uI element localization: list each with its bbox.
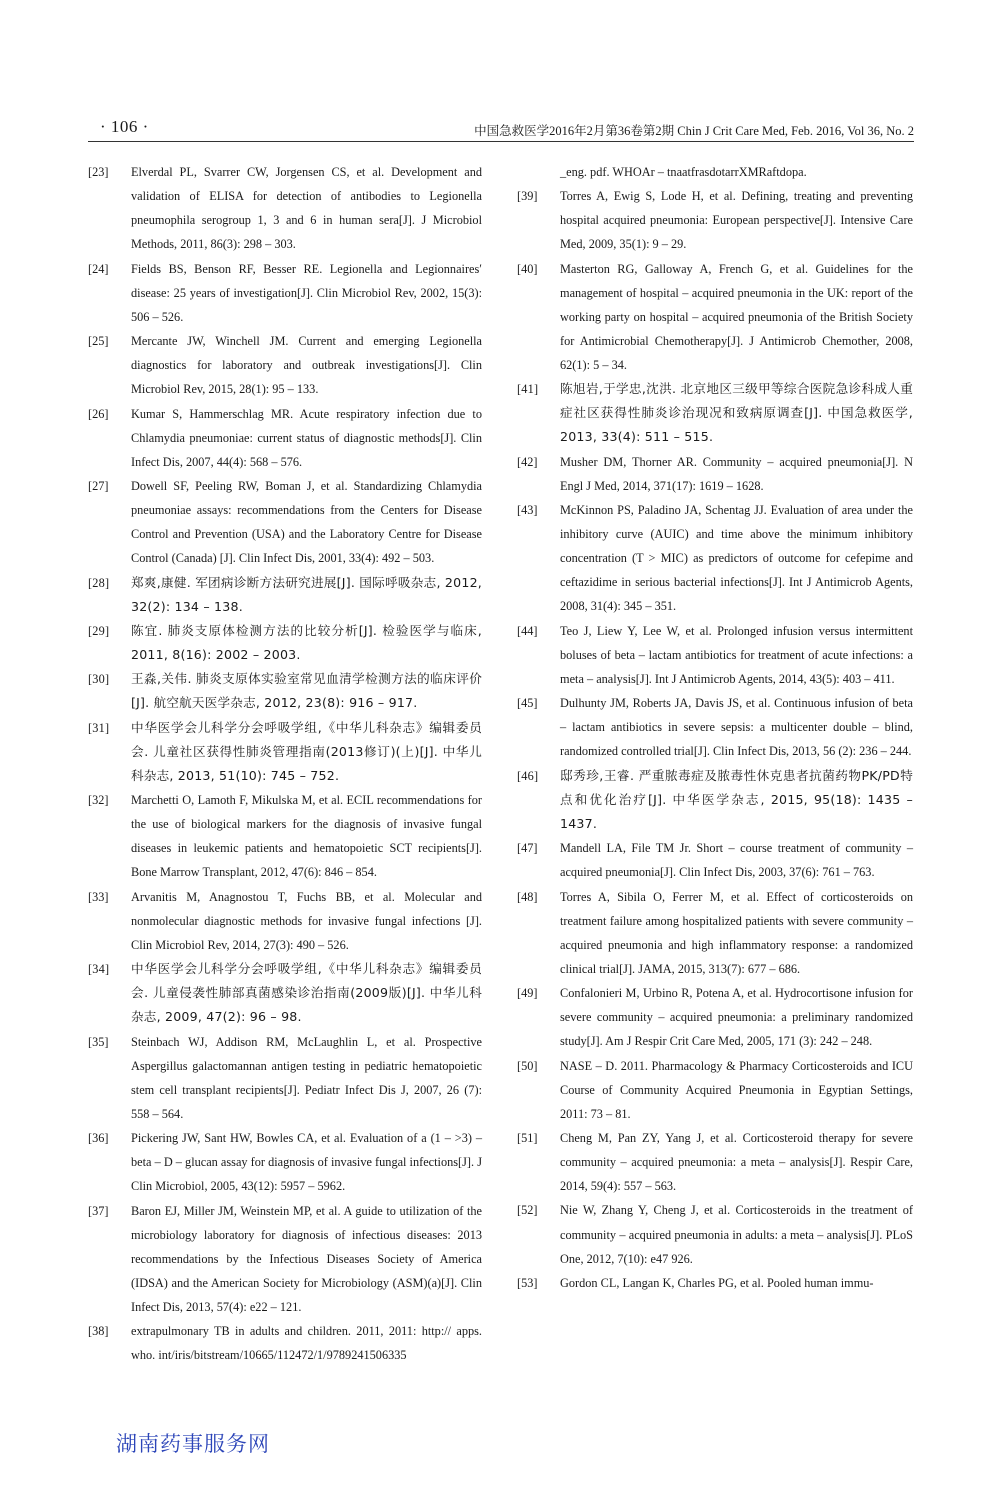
reference-entry: [517, 257, 913, 377]
reference-number: [48]: [517, 889, 538, 904]
reference-number: [25]: [88, 334, 109, 349]
reference-number: [44]: [517, 623, 538, 638]
reference-text: Marchetti O, Lamoth F, Mikulska M, et al. ECIL recommendations for the use of biological markers for the diagnosis of invasive fungal diseases in leukemic patients and hematopoietic SCT recipients[J]. Bone Marrow Transplant, 2012, 47(6): 846 – 854.: [131, 793, 482, 880]
reference-entry: [88, 257, 482, 329]
reference-entry: [88, 788, 482, 884]
reference-text: Fields BS, Benson RF, Besser RE. Legionella and Legionnaires′ disease: 25 years of investigation[J]. Clin Microbiol Rev, 2002, 15(3): 506 – 526.: [131, 261, 482, 324]
reference-entry: [88, 571, 482, 619]
reference-entry: [517, 377, 913, 449]
reference-text: 中华医学会儿科学分会呼吸学组,《中华儿科杂志》编辑委员会. 儿童社区获得性肺炎管理指南(2013修订)(上)[J]. 中华儿科杂志, 2013, 51(10): 745 – 752.: [131, 719, 482, 783]
reference-entry: [88, 1199, 482, 1319]
reference-entry: [517, 836, 913, 884]
reference-number: [29]: [88, 623, 110, 638]
reference-entry: [88, 957, 482, 1029]
reference-number: [53]: [517, 1275, 538, 1290]
reference-entry: [88, 1030, 482, 1126]
reference-text: Dulhunty JM, Roberts JA, Davis JS, et al. Continuous infusion of beta – lactam antibiotics in severe sepsis: a multicenter double – blind, randomized controlled trial[J]. Clin Infect Dis, 2013, 56 (2): 236 – 244.: [560, 696, 913, 759]
reference-number: [50]: [517, 1058, 538, 1073]
reference-number: [33]: [88, 889, 109, 904]
reference-number: [42]: [517, 454, 538, 469]
reference-text: Torres A, Ewig S, Lode H, et al. Defining, treating and preventing hospital acquired pneumonia: European perspective[J]. Intensive Care Med, 2009, 35(1): 9 – 29.: [560, 189, 913, 252]
reference-number: [40]: [517, 261, 538, 276]
reference-number: [45]: [517, 696, 538, 711]
left-column: [88, 160, 482, 1368]
reference-text: Pickering JW, Sant HW, Bowles CA, et al. Evaluation of a (1 – >3) – beta – D – glucan assay for diagnosis of invasive fungal infections[J]. J Clin Microbiol, 2005, 43(12): 5957 – 5962.: [131, 1131, 482, 1194]
reference-number: [51]: [517, 1131, 538, 1145]
reference-number: [34]: [88, 962, 110, 977]
reference-entry: [88, 402, 482, 474]
reference-number: [23]: [88, 165, 109, 179]
right-column: [517, 160, 913, 1295]
reference-text: 陈旭岩,于学忠,沈洪. 北京地区三级甲等综合医院急诊科成人重症社区获得性肺炎诊治现况和致病原调查[J]. 中国急救医学, 2013, 33(4): 511 – 515.: [560, 381, 913, 445]
reference-number: [32]: [88, 793, 109, 808]
reference-entry: [88, 667, 482, 715]
reference-entry: [88, 160, 482, 256]
reference-entry: [517, 184, 913, 256]
page-number: · 106 ·: [100, 117, 149, 136]
reference-text: Dowell SF, Peeling RW, Boman J, et al. Standardizing Chlamydia pneumoniae assays: recommendations from the Centers for Disease Control and Prevention (USA) and the Laboratory Centre for Disease Control (Canada) [J]. Clin Infect Dis, 2001, 33(4): 492 – 503.: [131, 478, 482, 566]
reference-text: 中华医学会儿科学分会呼吸学组,《中华儿科杂志》编辑委员会. 儿童侵袭性肺部真菌感染诊治指南(2009版)[J]. 中华儿科杂志, 2009, 47(2): 96 – 98.: [131, 961, 482, 1025]
reference-continuation: _eng. pdf. WHOAr – tnaatfrasdotarrXMRaftdopa.: [560, 165, 807, 179]
reference-entry: [517, 1126, 913, 1198]
reference-text: Mercante JW, Winchell JM. Current and emerging Legionella diagnostics for laboratory and outbreak investigations[J]. Clin Microbiol Rev, 2015, 28(1): 95 – 133.: [131, 334, 482, 397]
reference-number: [24]: [88, 261, 109, 276]
reference-number: [31]: [88, 720, 110, 735]
reference-entry: [517, 498, 913, 618]
reference-number: [28]: [88, 575, 110, 590]
reference-entry: [517, 1271, 913, 1295]
reference-number: [36]: [88, 1131, 109, 1146]
reference-text: 邸秀珍,王睿. 严重脓毒症及脓毒性休克患者抗菌药物PK/PD特点和优化治疗[J]. 中华医学杂志, 2015, 95(18): 1435 – 1437.: [560, 767, 913, 831]
reference-entry: [88, 619, 482, 667]
reference-text: Cheng M, Pan ZY, Yang J, et al. Corticosteroid therapy for severe community – acquired pneumonia: a meta – analysis[J]. Respir Care, 2014, 59(4): 557 – 563.: [560, 1131, 913, 1194]
reference-number: [30]: [88, 672, 110, 687]
reference-number: [41]: [517, 382, 539, 397]
reference-entry: [517, 1198, 913, 1270]
running-head: 中国急救医学2016年2月第36卷第2期 Chin J Crit Care Med, Feb. 2016, Vol 36, No. 2: [474, 124, 914, 138]
reference-number: [26]: [88, 406, 109, 421]
reference-entry: [88, 329, 482, 401]
reference-entry: [517, 691, 913, 763]
reference-text: Confalonieri M, Urbino R, Potena A, et al. Hydrocortisone infusion for severe community – acquired pneumonia: a preliminary randomized study[J]. Am J Respir Crit Care Med, 2005, 171 (3): 242 – 248.: [560, 986, 913, 1049]
reference-text: extrapulmonary TB in adults and children. 2011, 2011: http:// apps. who. int/iris/bitstream/10665/112472/1/9789241506335: [131, 1324, 482, 1363]
reference-number: [27]: [88, 478, 109, 493]
reference-text: 郑爽,康健. 军团病诊断方法研究进展[J]. 国际呼吸杂志, 2012, 32(2): 134 – 138.: [131, 574, 482, 614]
reference-entry: [517, 885, 913, 981]
reference-text: Masterton RG, Galloway A, French G, et al. Guidelines for the management of hospital – acquired pneumonia in the UK: report of the working party on hospital – acquired pneumonia of the British Society for Antimicrobial Chemotherapy[J]. J Antimicrob Chemother, 2008, 62(1): 5 – 34.: [560, 261, 913, 372]
reference-number: [49]: [517, 986, 538, 1001]
reference-text: Musher DM, Thorner AR. Community – acquired pneumonia[J]. N Engl J Med, 2014, 371(17): 1619 – 1628.: [560, 454, 913, 493]
reference-text: Kumar S, Hammerschlag MR. Acute respiratory infection due to Chlamydia pneumoniae: current status of diagnostic methods[J]. Clin Infect Dis, 2007, 44(4): 568 – 576.: [131, 406, 482, 469]
reference-entry: [88, 716, 482, 788]
reference-text: Gordon CL, Langan K, Charles PG, et al. Pooled human immu-: [560, 1275, 874, 1290]
reference-number: [47]: [517, 841, 538, 856]
reference-entry: [517, 619, 913, 691]
reference-text: Baron EJ, Miller JM, Weinstein MP, et al. A guide to utilization of the microbiology laboratory for diagnosis of infectious diseases: 2013 recommendations by the Infectious Diseases Society of America (IDSA) and the American Society for Microbiology (ASM)(a)[J]. Clin Infect Dis, 2013, 57(4): e22 – 121.: [131, 1203, 482, 1315]
reference-text: McKinnon PS, Paladino JA, Schentag JJ. Evaluation of area under the inhibitory curve (AUIC) and time above the minimum inhibitory concentration (T > MIC) as predictors of outcome for cefepime and ceftazidime in serious bacterial infections[J]. Int J Antimicrob Agents, 2008, 31(4): 345 – 351.: [560, 503, 913, 614]
reference-entry: [88, 1126, 482, 1198]
reference-entry: [88, 885, 482, 957]
reference-entry: [517, 1054, 913, 1126]
reference-text: Arvanitis M, Anagnostou T, Fuchs BB, et al. Molecular and nonmolecular diagnostic methods for invasive fungal infections [J]. Clin Microbiol Rev, 2014, 27(3): 490 – 526.: [131, 889, 482, 952]
reference-number: [43]: [517, 503, 538, 518]
reference-number: [35]: [88, 1034, 109, 1049]
reference-entry: [517, 981, 913, 1053]
reference-number: [46]: [517, 768, 539, 783]
reference-text: NASE – D. 2011. Pharmacology & Pharmacy Corticosteroids and ICU Course of Community Acquired Pneumonia in Egyptian Settings, 2011: 73 – 81.: [560, 1058, 913, 1121]
reference-text: 王淼,关伟. 肺炎支原体实验室常见血清学检测方法的临床评价[J]. 航空航天医学杂志, 2012, 23(8): 916 – 917.: [131, 671, 482, 711]
reference-text: Torres A, Sibila O, Ferrer M, et al. Effect of corticosteroids on treatment failure among hospitalized patients with severe community – acquired pneumonia and high inflammatory response: a randomized clinical trial[J]. JAMA, 2015, 313(7): 677 – 686.: [560, 889, 913, 976]
reference-text: Nie W, Zhang Y, Cheng J, et al. Corticosteroids in the treatment of community – acquired pneumonia in adults: a meta – analysis[J]. PLoS One, 2012, 7(10): e47 926.: [560, 1203, 913, 1266]
reference-text: 陈宜. 肺炎支原体检测方法的比较分析[J]. 检验医学与临床, 2011, 8(16): 2002 – 2003.: [131, 622, 482, 662]
reference-entry: [517, 764, 913, 836]
watermark-text: 湖南药事服务网: [116, 1432, 270, 1456]
reference-number: [52]: [517, 1203, 538, 1218]
reference-number: [38]: [88, 1324, 109, 1339]
reference-number: [37]: [88, 1203, 109, 1218]
reference-entry: [517, 450, 913, 498]
reference-entry: [88, 1319, 482, 1367]
reference-entry: [88, 474, 482, 570]
reference-number: [39]: [517, 189, 538, 204]
reference-text: Mandell LA, File TM Jr. Short – course treatment of community – acquired pneumonia[J]. Clin Infect Dis, 2003, 37(6): 761 – 763.: [560, 841, 913, 880]
reference-text: Teo J, Liew Y, Lee W, et al. Prolonged infusion versus intermittent boluses of beta – lactam antibiotics for treatment of acute infections: a meta – analysis[J]. Int J Antimicrob Agents, 2014, 43(5): 403 – 411.: [560, 623, 913, 686]
reference-text: Elverdal PL, Svarrer CW, Jorgensen CS, et al. Development and validation of ELISA for detection of antibodies to Legionella pneumophila serogroup 1, 3 and 6 in human sera[J]. J Microbiol Methods, 2011, 86(3): 298 – 303.: [131, 165, 482, 252]
header-rule: [88, 141, 914, 142]
reference-text: Steinbach WJ, Addison RM, McLaughlin L, et al. Prospective Aspergillus galactomannan antigen testing in pediatric hematopoietic stem cell transplant recipients[J]. Pediatr Infect Dis J, 2007, 26 (7): 558 – 564.: [131, 1034, 482, 1121]
